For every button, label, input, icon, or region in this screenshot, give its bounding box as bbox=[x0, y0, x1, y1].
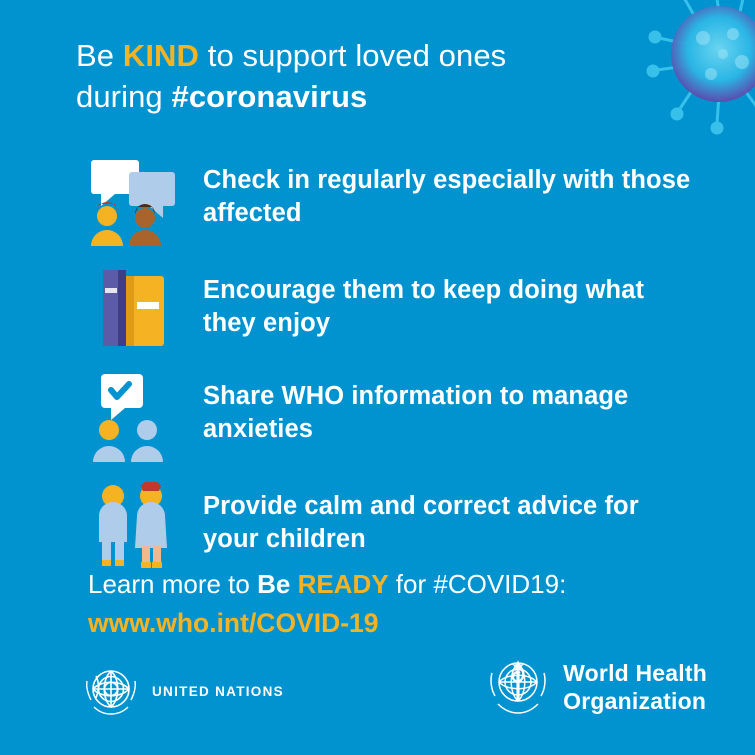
headline-hashtag-coronavirus: #coronavirus bbox=[171, 78, 368, 114]
who-label-line-1: World Health bbox=[563, 660, 707, 687]
who-logo bbox=[485, 652, 707, 723]
headline-text-before: Be bbox=[76, 38, 123, 73]
learn-more-be: Be bbox=[257, 569, 298, 599]
headline-line-2 bbox=[76, 77, 636, 118]
list-item bbox=[76, 368, 696, 464]
list-item bbox=[76, 262, 696, 354]
speech-bubbles-two-people-icon bbox=[76, 152, 194, 248]
two-people-checkmark-bubble-icon bbox=[76, 368, 194, 464]
who-label bbox=[563, 660, 707, 714]
books-icon bbox=[76, 262, 194, 352]
list-item-label: Encourage them to keep doing what they enjoy bbox=[203, 276, 645, 337]
un-emblem-icon bbox=[82, 660, 140, 723]
who-url-link[interactable]: www.who.int/COVID-19 bbox=[88, 607, 379, 638]
united-nations-label: UNITED NATIONS bbox=[152, 684, 284, 699]
headline-text-after: to support loved ones bbox=[199, 38, 507, 73]
list-item-label: Check in regularly especially with those affected bbox=[203, 166, 691, 227]
headline-line-1 bbox=[76, 36, 636, 77]
learn-more-prefix: Learn more to bbox=[88, 569, 258, 599]
list-item-label: Provide calm and correct advice for your children bbox=[203, 492, 639, 553]
two-children-icon bbox=[76, 478, 194, 574]
who-label-line-2: Organization bbox=[563, 687, 707, 714]
list-item bbox=[76, 478, 696, 574]
headline-during-text: during bbox=[76, 78, 172, 114]
united-nations-logo bbox=[82, 660, 284, 723]
learn-more-suffix: for #COVID19: bbox=[388, 569, 567, 599]
headline-highlight-kind: KIND bbox=[122, 38, 200, 73]
list-item-label: Share WHO information to manage anxieties bbox=[203, 382, 629, 443]
list-item bbox=[76, 152, 696, 248]
page-title bbox=[76, 36, 636, 118]
tips-list bbox=[76, 152, 696, 588]
learn-more-text bbox=[88, 566, 688, 643]
learn-more-ready: READY bbox=[297, 569, 389, 599]
who-emblem-icon bbox=[485, 652, 551, 723]
